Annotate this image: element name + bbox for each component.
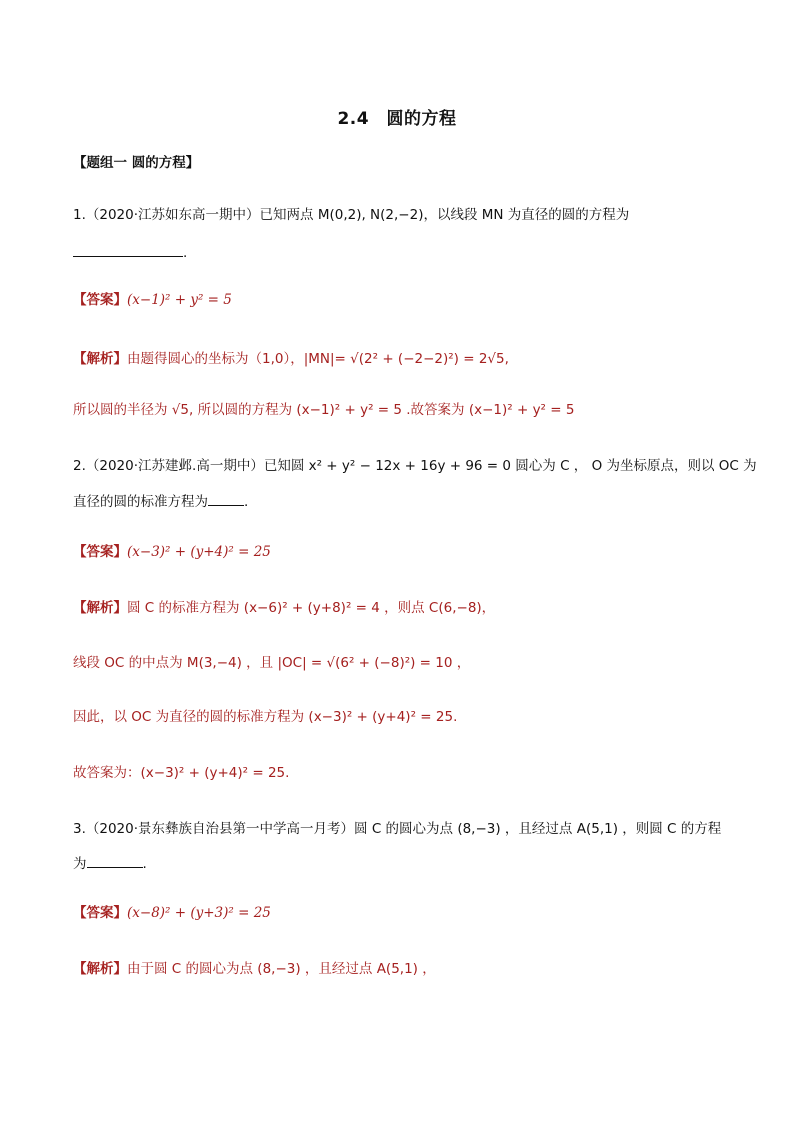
q2-stem-text: 直径的圆的标准方程为 [73, 494, 208, 510]
q1-tail: . [183, 245, 188, 261]
q1-answer-label: 【答案】 [73, 292, 127, 308]
q1-answer-text: (x−1)² + y² = 5 [127, 292, 232, 308]
q1-stem: 1.（2020·江苏如东高一期中）已知两点 M(0,2), N(2,−2)，以线段 MN 为直径的圆的方程为 [73, 207, 630, 223]
q2-analysis [73, 597, 733, 619]
page-title: 2.4 圆的方程 [337, 109, 457, 129]
q1-answer-blank [73, 242, 183, 257]
q3-tail: . [142, 856, 147, 872]
q3-answer-text: (x−8)² + (y+3)² = 25 [127, 905, 271, 921]
q1-analysis-label: 【解析】 [73, 351, 127, 367]
q1-analysis-line-1: 由题得圆心的坐标为（1,0），|MN|= √(2² + (−2−2)²) = 2√5, [127, 351, 509, 367]
q2-analysis-line-2: 线段 OC 的中点为 M(3,−4) ，且 |OC| = √(6² + (−8)²) = 10 ， [73, 655, 471, 671]
q2-answer-blank [208, 491, 244, 506]
q3-analysis [73, 958, 733, 980]
q2-stem-line-1: 2.（2020·江苏建邺.高一期中）已知圆 x² + y² − 12x + 16y + 96 = 0 圆心为 C ， O 为坐标原点，则以 OC 为 [73, 458, 757, 474]
q2-answer-text: (x−3)² + (y+4)² = 25 [127, 544, 271, 560]
q1-answer-blank-line [73, 242, 733, 264]
q3-stem-text: 为 [73, 856, 87, 872]
q3-stem-line-2 [73, 853, 733, 875]
q1-analysis [73, 348, 733, 370]
q1-analysis-line-2: 所以圆的半径为 √5, 所以圆的方程为 (x−1)² + y² = 5 .故答案为 (x−1)² + y² = 5 [73, 402, 575, 418]
q3-stem-line-1: 3.（2020·景东彝族自治县第一中学高一月考）圆 C 的圆心为点 (8,−3) ，且经过点 A(5,1) ，则圆 C 的方程 [73, 821, 722, 837]
q2-analysis-line-4: 故答案为：(x−3)² + (y+4)² = 25. [73, 765, 290, 781]
q2-answer [73, 541, 733, 563]
q1-answer [73, 289, 733, 311]
section-heading: 【题组一 圆的方程】 [73, 155, 200, 171]
q2-stem-line-2 [73, 491, 733, 513]
q3-analysis-label: 【解析】 [73, 961, 127, 977]
q3-answer [73, 902, 733, 924]
q3-analysis-line-1: 由于圆 C 的圆心为点 (8,−3) ，且经过点 A(5,1) ， [127, 961, 436, 977]
q2-tail: . [244, 494, 249, 510]
q2-answer-label: 【答案】 [73, 544, 127, 560]
q3-answer-blank [87, 853, 143, 868]
q3-answer-label: 【答案】 [73, 905, 127, 921]
q2-analysis-label: 【解析】 [73, 600, 127, 616]
q2-analysis-line-3: 因此，以 OC 为直径的圆的标准方程为 (x−3)² + (y+4)² = 25. [73, 709, 458, 725]
q2-analysis-line-1: 圆 C 的标准方程为 (x−6)² + (y+8)² = 4 ，则点 C(6,−8)， [127, 600, 496, 616]
